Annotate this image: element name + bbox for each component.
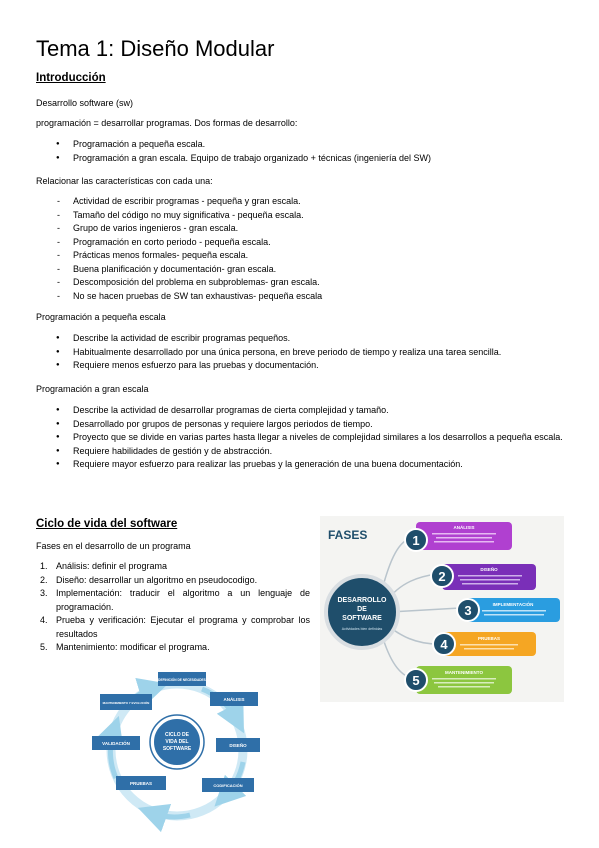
cycle-label-codificacion: CODIFICACIÓN — [213, 783, 243, 788]
page-title: Tema 1: Diseño Modular — [36, 36, 275, 61]
intro-paragraph-1: Desarrollo software (sw) — [36, 98, 134, 108]
list-item: ● Desarrollado por grupos de personas y requiere largos periodos de tiempo. — [36, 418, 564, 432]
forms-list — [36, 138, 556, 165]
phase-3-number: 3 — [464, 603, 472, 618]
lifecycle-paragraph: Fases en el desarrollo de un programa — [36, 541, 191, 551]
phase-1-label: ANÁLISIS — [453, 525, 475, 530]
list-item: - Descomposición del problema en subproblemas- gran escala. — [36, 276, 556, 290]
cycle-label-validacion: VALIDACIÓN — [102, 741, 130, 746]
fases-svg — [320, 516, 564, 702]
phases-list — [36, 560, 310, 655]
large-scale-list — [36, 404, 564, 472]
fases-infographic — [320, 516, 564, 702]
section-heading-introduccion: Introducción — [36, 72, 106, 84]
list-item: ● Requiere habilidades de gestión y de abstracción. — [36, 445, 564, 459]
list-item: ● Programación a pequeña escala. — [36, 138, 556, 152]
list-item: - Buena planificación y documentación- gran escala. — [36, 263, 556, 277]
phase-2-number: 2 — [438, 569, 446, 584]
lifecycle-svg — [90, 662, 270, 834]
cycle-label-definicion: DEFINICIÓN DE NECESIDADES — [158, 678, 206, 682]
phase-3-label: IMPLEMENTACIÓN — [492, 602, 534, 607]
phase-5-label: MANTENIMIENTO — [445, 670, 483, 675]
cycle-label-pruebas: PRUEBAS — [129, 781, 153, 786]
small-scale-list — [36, 332, 564, 373]
section-heading-ciclo-de-vida: Ciclo de vida del software — [36, 518, 178, 530]
fases-center-line1: DESARROLLO — [337, 597, 387, 604]
list-item: 1. Análisis: definir el programa — [40, 561, 168, 571]
lifecycle-diagram — [90, 662, 270, 834]
list-item: 2. Diseño: desarrollar un algoritmo en pseudocodigo. — [40, 574, 258, 585]
cycle-label-mantenimiento: MANTENIMIENTO Y EVOLUCIÓN — [102, 701, 150, 705]
list-item: ● Describe la actividad de desarrollar programas de cierta complejidad y tamaño. — [36, 404, 564, 418]
characteristics-list — [36, 195, 556, 303]
list-item: ● Describe la actividad de escribir programas pequeños. — [36, 332, 564, 346]
list-item: - Actividad de escribir programas - pequeña y gran escala. — [36, 195, 556, 209]
list-item: - Grupo de varios ingenieros - gran escala. — [36, 222, 556, 236]
phase-4-label: PRUEBAS — [477, 636, 501, 641]
fases-center-line3: SOFTWARE — [342, 615, 382, 622]
list-item: - Prácticas menos formales- pequeña escala. — [36, 249, 556, 263]
phase-5-number: 5 — [412, 673, 420, 688]
fases-center-line2: DE — [357, 606, 367, 613]
list-item: 5. Mantenimiento: modificar el programa. — [40, 642, 210, 652]
list-item: - No se hacen pruebas de SW tan exhaustivas- pequeña escala — [36, 290, 556, 304]
list-item: ● Requiere mayor esfuerzo para realizar las pruebas y la generación de una buena documentación. — [36, 458, 564, 472]
phase-1-number: 1 — [412, 533, 420, 548]
cycle-center-line2: VIDA DEL — [165, 739, 189, 745]
phase-4-number: 4 — [440, 637, 448, 652]
cycle-center-line3: SOFTWARE — [162, 746, 192, 752]
list-item: - Programación en corto periodo - pequeña escala. — [36, 236, 556, 250]
list-item: ● Requiere menos esfuerzo para las pruebas y documentación. — [36, 359, 564, 373]
large-scale-heading: Programación a gran escala — [36, 384, 149, 394]
cycle-center-line1: CICLO DE — [165, 732, 189, 738]
fases-center-sub: Actividades bien definidas — [341, 627, 383, 631]
list-item: ● Proyecto que se divide en varias partes hasta llegar a niveles de complejidad similares a los desarrollos a pequeña escala. — [36, 431, 564, 445]
phase-2-label: DISEÑO — [480, 567, 498, 572]
intro-paragraph-3: Relacionar las características con cada una: — [36, 176, 213, 186]
cycle-label-analisis: ANÁLISIS — [223, 697, 245, 702]
list-item: ● Habitualmente desarrollado por una única persona, en breve periodo de tiempo y realiza una tarea sencilla. — [36, 346, 564, 360]
list-item: 3. Implementación: traducir el algoritmo a un lenguaje de programación. — [40, 588, 310, 612]
intro-paragraph-2: programación = desarrollar programas. Dos formas de desarrollo: — [36, 118, 298, 128]
list-item: 4. Prueba y verificación: Ejecutar el programa y comprobar los resultados — [40, 615, 310, 639]
list-item: - Tamaño del código no muy significativa - pequeña escala. — [36, 209, 556, 223]
list-item: ● Programación a gran escala. Equipo de trabajo organizado + técnicas (ingeniería del SW) — [36, 152, 556, 166]
fases-title: FASES — [328, 528, 368, 542]
small-scale-heading: Programación a pequeña escala — [36, 312, 166, 322]
cycle-label-diseno: DISEÑO — [229, 743, 247, 748]
